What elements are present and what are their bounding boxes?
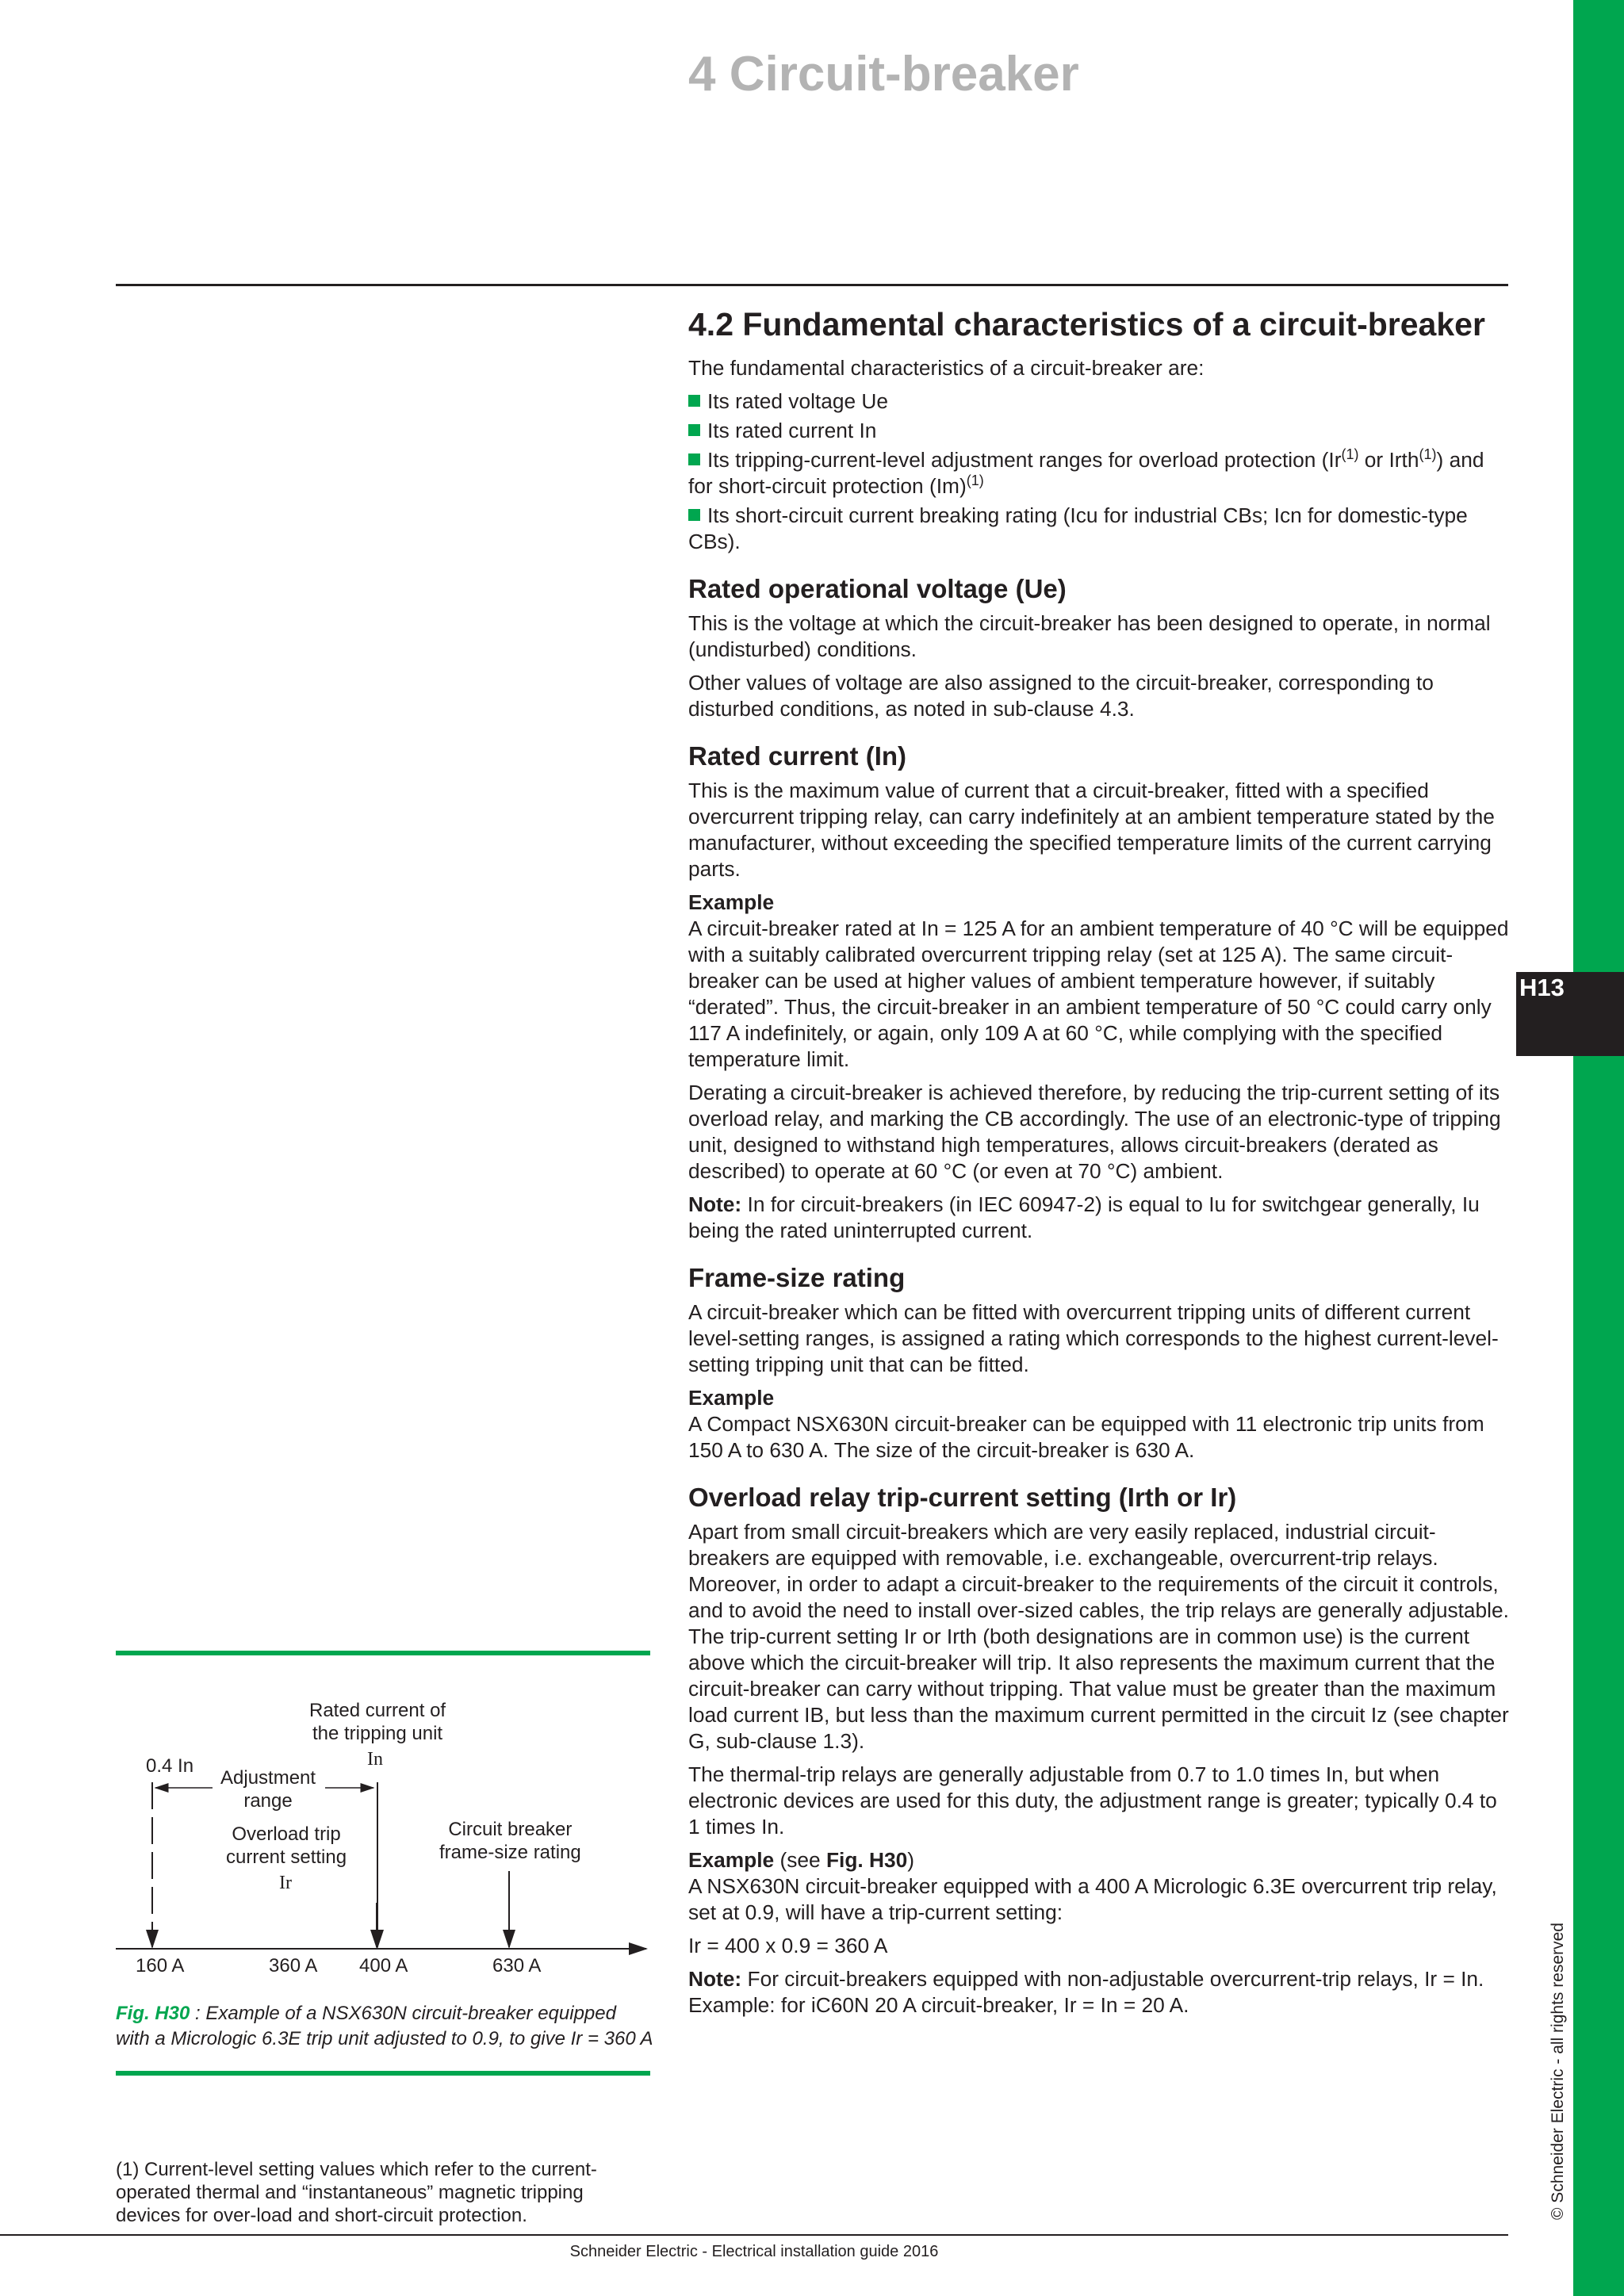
rated-current-label: Rated current of the tripping unit [309,1700,446,1744]
frame-size-label: Circuit breaker frame-size rating [439,1819,581,1863]
voltage-paragraph: This is the voltage at which the circuit-breaker has been designed to operate, in normal (undisturbed) conditions. [688,611,1491,661]
list-item: Its rated current In [688,418,1510,444]
characteristics-list [688,388,1510,555]
rated-current-symbol: In [367,1749,383,1770]
axis-tick-label: 160 A [136,1955,185,1976]
bullet-square-icon [688,424,700,436]
axis-tick-label: 630 A [492,1955,542,1976]
overload-setting-symbol: Ir [279,1873,292,1893]
list-item: Its short-circuit current breaking rating (Icu for industrial CBs; Icn for domestic-type CBs). [688,503,1468,553]
figure-caption: Fig. H30 : Example of a NSX630N circuit-breaker equipped with a Micrologic 6.3E trip unit adjusted to 0.9, to give Ir = 360 A [116,2003,653,2049]
main-column [688,300,1510,2026]
page-number: H13 [1519,974,1565,1001]
formula: Ir = 400 x 0.9 = 360 A [688,1934,888,1957]
footer-text: Schneider Electric - Electrical installation guide 2016 [569,2243,939,2260]
copyright-notice: © Schneider Electric - all rights reserved [1549,1923,1567,2220]
example-heading: Example [688,1386,775,1410]
axis-tick-label: 360 A [269,1955,318,1976]
chapter-title: 4 Circuit-breaker [688,47,1079,101]
section-title: 4.2 Fundamental characteristics of a circuit-breaker [688,306,1485,342]
side-color-bar [1573,0,1624,2296]
current-paragraph: Derating a circuit-breaker is achieved therefore, by reducing the trip-current setting of its overload relay, and marking the CB accordingly. The use of an electronic-type of tripping unit, designed to withstand high temperatures, allows circuit-breakers (derated as described) to operate at 60 °C (or even at 70 °C) ambient. [688,1081,1501,1183]
example-heading: Example [688,890,775,914]
page-tab [1516,972,1624,1056]
list-item: Its rated voltage Ue [688,388,1510,415]
adjustment-range-label: Adjustment range [220,1767,316,1812]
current-heading: Rated current (In) [688,741,907,771]
low-limit-label: 0.4 In [146,1755,194,1777]
note-paragraph: Note: In for circuit-breakers (in IEC 60947-2) is equal to Iu for switchgear generally, Iu being the rated uninterrupted current. [688,1192,1480,1242]
list-item: Its tripping-current-level adjustment ranges for overload protection (Ir$^{(1)}$ or Irth$^{(1)}$) and for short-circuit protection $(Im)^{(1)}$ [688,446,1484,498]
axis-tick-label: 400 A [359,1955,408,1976]
voltage-paragraph: Other values of voltage are also assigned to the circuit-breaker, corresponding to disturbed conditions, as noted in sub-clause 4.3. [688,671,1434,721]
current-paragraph: This is the maximum value of current that a circuit-breaker, fitted with a specified overcurrent tripping relay, can carry indefinitely at an ambient temperature stated by the manufacturer, without exceeding the specified temperature limits of the current carrying parts. [688,779,1495,881]
intro-text: The fundamental characteristics of a circuit-breaker are: [688,356,1205,380]
example-paragraph: A circuit-breaker rated at In = 125 A for an ambient temperature of 40 °C will be equipped with a suitably calibrated overcurrent tripping relay (set at 125 A). The same circuit-breaker can be used at higher values of ambient temperature however, if suitably “derated”. Thus, the circuit-breaker in an ambient temperature of 50 °C could carry only 117 A indefinitely, or again, only 109 A at 60 °C, while complying with the specified temperature limit. [688,916,1509,1071]
frame-paragraph: A circuit-breaker which can be fitted with overcurrent tripping units of different current level-setting ranges, is assigned a rating which corresponds to the highest current-level-setting tripping unit that can be fitted. [688,1300,1499,1376]
figure-bottom-rule [116,2071,650,2076]
header-rule [116,284,1508,286]
bullet-square-icon [688,453,700,465]
footnote: (1) Current-level setting values which refer to the current-operated thermal and “instantaneous” magnetic tripping devices for over-load and short-circuit protection. [116,2159,597,2226]
frame-heading: Frame-size rating [688,1263,906,1292]
overload-paragraph: Apart from small circuit-breakers which are very easily replaced, industrial circuit-breakers are equipped with removable, i.e. exchangeable, overcurrent-trip relays. Moreover, in order to adapt a circuit-breaker to the requirements of the circuit it controls, and to avoid the need to install over-sized cables, the trip relays are generally adjustable. The trip-current setting Ir or Irth (both designations are in common use) is the current above which the circuit-breaker will trip. It also represents the maximum current that the circuit-breaker can carry without tripping. That value must be greater than the maximum load current IB, but less than the maximum current permitted in the circuit Iz (see chapter G, sub-clause 1.3). [688,1520,1509,1753]
adjustment-range-diagram [111,1744,666,1966]
example-paragraph: A Compact NSX630N circuit-breaker can be equipped with 11 electronic trip units from 150 A to 630 A. The size of the circuit-breaker is 630 A. [688,1412,1484,1462]
figure-top-rule [116,1651,650,1655]
bullet-square-icon [688,509,700,521]
note-paragraph: Note: For circuit-breakers equipped with non-adjustable overcurrent-trip relays, Ir = In. Example: for iC60N 20 A circuit-breaker, Ir = In = 20 A. [688,1967,1484,2017]
overload-setting-label: Overload trip current setting [226,1823,347,1868]
voltage-heading: Rated operational voltage (Ue) [688,574,1067,603]
example-heading-line: Example (see Fig. H30) [688,1848,915,1872]
figure-reference: Fig. H30 [825,1848,908,1872]
bullet-square-icon [688,395,700,407]
overload-paragraph: The thermal-trip relays are generally adjustable from 0.7 to 1.0 times In, but when electronic devices are used for this duty, the adjustment range is greater; typically 0.4 to 1 times In. [688,1762,1497,1839]
footer-rule [0,2234,1508,2236]
example-paragraph: A NSX630N circuit-breaker equipped with a 400 A Micrologic 6.3E overcurrent trip relay, set at 0.9, will have a trip-current setting: [688,1874,1497,1924]
overload-heading: Overload relay trip-current setting (Irth or Ir) [688,1483,1237,1512]
